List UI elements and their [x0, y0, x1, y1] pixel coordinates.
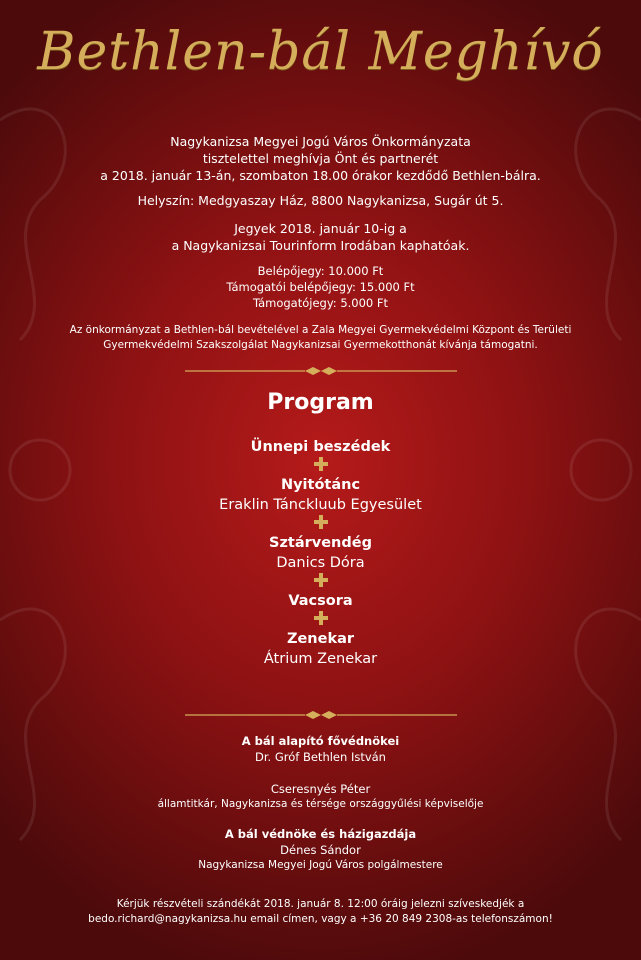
host-role: Nagykanizsa Megyei Jogú Város polgálmestere	[198, 859, 443, 871]
patrons-section	[0, 733, 641, 765]
tickets-info	[0, 220, 641, 254]
tickets-line: a Nagykanizsai Tourinform Irodában kaphatóak.	[171, 238, 470, 253]
program-item-sub: Átrium Zenekar	[263, 651, 378, 667]
founder-name: Dr. Gróf Bethlen István	[255, 750, 386, 764]
tickets-line: Jegyek 2018. január 10-ig a	[234, 221, 407, 236]
price-item: Belépőjegy: 10.000 Ft	[257, 264, 384, 278]
price-item: Támogatói belépőjegy: 15.000 Ft	[226, 280, 415, 294]
rsvp-note	[0, 897, 641, 927]
patron2-name: Cseresnyés Péter	[270, 782, 371, 796]
intro-line: tisztelettel meghívja Önt és partnerét	[202, 151, 439, 166]
rsvp-line: Kérjük részvételi szándékát 2018. január 8. 12:00 óráig jelezni szíveskedjék a	[116, 898, 525, 910]
intro-line: Nagykanizsa Megyei Jogú Város Önkormányzata	[170, 134, 471, 149]
rsvp-line: bedo.richard@nagykanizsa.hu email címen, vagy a +36 20 849 2308-as telefonszámon!	[88, 913, 553, 925]
program-item-title: Vacsora	[288, 593, 353, 609]
gold-divider-ornament	[185, 367, 457, 375]
program-heading: Program	[267, 390, 374, 415]
price-list	[0, 263, 641, 311]
host-heading: A bál védnöke és házigazdája	[224, 827, 417, 841]
gold-cross-icon	[0, 515, 641, 533]
program-item-title: Nyitótánc	[280, 477, 361, 493]
host-section	[0, 826, 641, 873]
gold-divider-ornament	[185, 711, 457, 719]
program-list	[0, 437, 641, 669]
host-name: Dénes Sándor	[280, 843, 361, 857]
price-item: Támogatójegy: 5.000 Ft	[252, 296, 389, 310]
intro-line: a 2018. január 13-án, szombaton 18.00 órakor kezdődő Bethlen-bálra.	[100, 168, 541, 183]
gold-cross-icon	[0, 573, 641, 591]
intro-text	[0, 133, 641, 184]
support-line: Gyermekvédelmi Szakszolgálat Nagykanizsai Gyermekotthonát kívánja támogatni.	[103, 339, 538, 351]
program-item-sub: Danics Dóra	[276, 555, 365, 571]
gold-cross-icon	[0, 611, 641, 629]
founder-heading: A bál alapító fővédnökei	[241, 734, 400, 748]
support-line: Az önkormányzat a Bethlen-bál bevételével a Zala Megyei Gyermekvédelmi Központ és Területi	[69, 324, 572, 336]
location-text: Helyszín: Medgyaszay Ház, 8800 Nagykanizsa, Sugár út 5.	[137, 193, 504, 208]
support-note	[0, 323, 641, 353]
program-item-sub: Eraklin Tánckluub Egyesület	[219, 497, 422, 513]
patron2-section	[0, 781, 641, 812]
program-item-title: Zenekar	[286, 631, 355, 647]
patron2-role: államtitkár, Nagykanizsa és térsége országgyűlési képviselője	[157, 798, 484, 810]
program-item-title: Ünnepi beszédek	[250, 439, 391, 455]
program-item-title: Sztárvendég	[269, 535, 372, 551]
page-title: Bethlen-bál Meghívó	[37, 22, 604, 82]
gold-cross-icon	[0, 457, 641, 475]
